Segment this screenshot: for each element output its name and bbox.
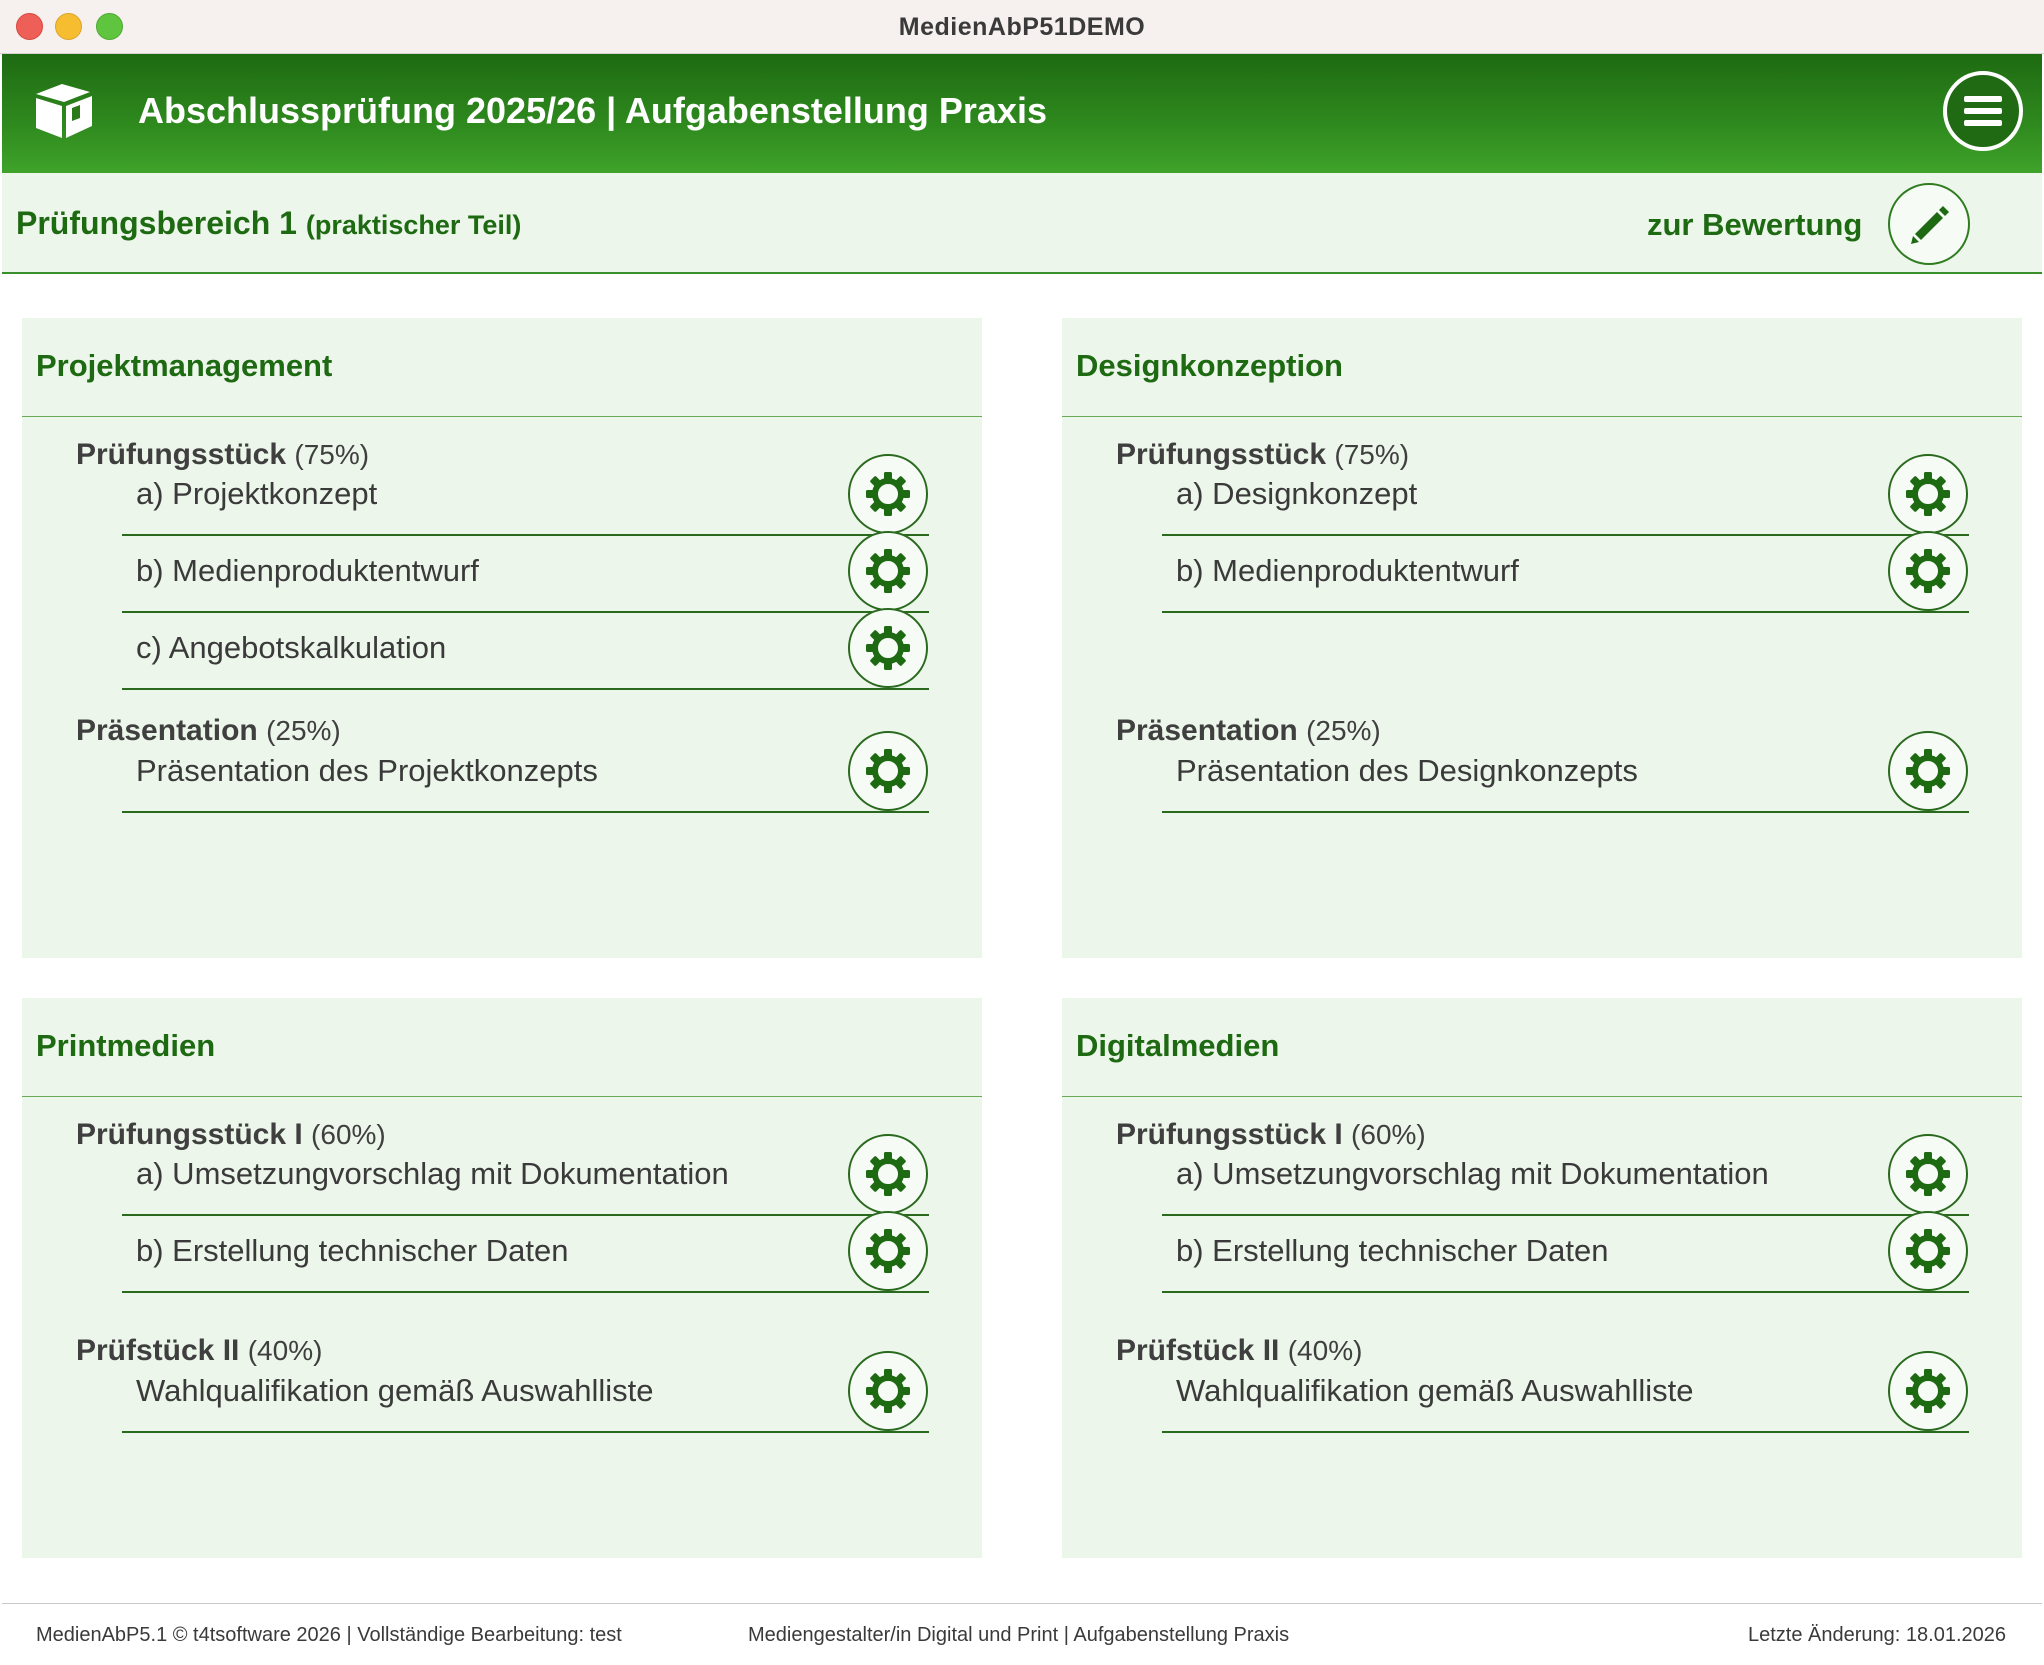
panel-printmedien (22, 998, 982, 1558)
task-settings-button[interactable] (1888, 1134, 1968, 1214)
hamburger-menu-icon (1964, 94, 2002, 128)
task-settings-button[interactable] (848, 731, 928, 811)
group-label-text: Prüfstück II (76, 1334, 240, 1367)
gear-icon (865, 1151, 911, 1197)
panel-projektmanagement (22, 318, 982, 958)
task-label: Präsentation des Projektkonzepts (136, 753, 598, 788)
gear-icon (1905, 471, 1951, 517)
task-row (122, 531, 929, 613)
panel-digitalmedien (1062, 998, 2022, 1558)
group-label-text: Prüfungsstück (76, 438, 287, 471)
task-row (122, 731, 929, 813)
gear-icon (1905, 1368, 1951, 1414)
task-label: b) Medienproduktentwurf (1176, 553, 1519, 588)
section-bar (2, 173, 2042, 274)
panel-designkonzeption (1062, 318, 2022, 958)
section-subtitle: (praktischer Teil) (305, 210, 522, 240)
task-row (122, 454, 929, 536)
panel-header (1062, 318, 2022, 417)
group-label-text: Prüfungsstück (1116, 438, 1327, 471)
window-title: MedienAbP51DEMO (898, 13, 1146, 41)
gear-icon (1905, 548, 1951, 594)
group-percentage: (75%) (1334, 439, 1410, 470)
group-percentage: (25%) (266, 715, 341, 746)
group-percentage: (25%) (1306, 715, 1381, 746)
group-percentage: (60%) (311, 1119, 386, 1150)
group-label-text: Prüfstück II (1116, 1334, 1280, 1367)
task-settings-button[interactable] (848, 1211, 928, 1291)
gear-icon (865, 625, 911, 671)
pencil-icon (1909, 204, 1951, 246)
task-label: Präsentation des Designkonzepts (1176, 753, 1638, 788)
window-titlebar (0, 0, 2044, 54)
footer-last-change: Letzte Änderung: 18.01.2026 (1748, 1624, 2006, 1646)
group-label-text: Präsentation (76, 714, 258, 747)
task-label: b) Erstellung technischer Daten (136, 1233, 569, 1268)
task-label: a) Projektkonzept (136, 476, 378, 511)
footer-context: Mediengestalter/in Digital und Print | Aufgabenstellung Praxis (748, 1624, 1290, 1646)
app-title: Abschlussprüfung 2025/26 | Aufgabenstellung Praxis (138, 90, 1047, 131)
gear-icon (865, 548, 911, 594)
task-row (1162, 731, 1969, 813)
task-row (1162, 454, 1969, 536)
app-header (2, 54, 2042, 173)
task-settings-button[interactable] (1888, 731, 1968, 811)
gear-icon (1905, 748, 1951, 794)
task-settings-button[interactable] (1888, 1351, 1968, 1431)
task-row (122, 1351, 929, 1433)
task-row (1162, 1211, 1969, 1293)
panel-title: Designkonzeption (1076, 348, 1343, 383)
task-label: b) Erstellung technischer Daten (1176, 1233, 1609, 1268)
group-label-text: Präsentation (1116, 714, 1298, 747)
group-percentage: (75%) (294, 439, 370, 470)
group-percentage: (40%) (1287, 1335, 1363, 1366)
panel-title: Projektmanagement (36, 348, 333, 383)
task-settings-button[interactable] (1888, 1211, 1968, 1291)
task-row (1162, 531, 1969, 613)
task-row (122, 608, 929, 690)
task-label: c) Angebotskalkulation (136, 630, 447, 665)
task-row (1162, 1134, 1969, 1216)
bewertung-button[interactable] (1888, 183, 1970, 265)
task-label: a) Designkonzept (1176, 476, 1418, 511)
task-settings-button[interactable] (848, 1351, 928, 1431)
gear-icon (865, 748, 911, 794)
group-percentage: (60%) (1351, 1119, 1426, 1150)
gear-icon (1905, 1151, 1951, 1197)
task-label: a) Umsetzungvorschlag mit Dokumentation (1176, 1156, 1769, 1191)
gear-icon (865, 471, 911, 517)
group-label-text: Prüfungsstück I (1116, 1118, 1343, 1151)
group-percentage: (40%) (247, 1335, 323, 1366)
footer-copyright: MedienAbP5.1 © t4tsoftware 2026 | Vollständige Bearbeitung: test (36, 1624, 622, 1646)
box-icon (32, 80, 96, 140)
panel-header (22, 318, 982, 417)
gear-icon (865, 1228, 911, 1274)
section-title-main: Prüfungsbereich 1 (16, 205, 297, 241)
panel-header (1062, 998, 2022, 1097)
bewertung-label[interactable]: zur Bewertung (1647, 207, 1863, 242)
panel-title: Digitalmedien (1076, 1028, 1280, 1063)
task-label: a) Umsetzungvorschlag mit Dokumentation (136, 1156, 729, 1191)
task-settings-button[interactable] (848, 454, 928, 534)
panel-title: Printmedien (36, 1028, 216, 1063)
menu-button[interactable] (1943, 71, 2023, 151)
gear-icon (865, 1368, 911, 1414)
task-row (1162, 1351, 1969, 1433)
task-label: Wahlqualifikation gemäß Auswahlliste (1176, 1373, 1694, 1408)
task-settings-button[interactable] (848, 531, 928, 611)
task-label: b) Medienproduktentwurf (136, 553, 479, 588)
panel-header (22, 998, 982, 1097)
task-settings-button[interactable] (848, 1134, 928, 1214)
task-settings-button[interactable] (1888, 454, 1968, 534)
section-title (16, 205, 521, 242)
task-label: Wahlqualifikation gemäß Auswahlliste (136, 1373, 654, 1408)
task-row (122, 1211, 929, 1293)
group-label-text: Prüfungsstück I (76, 1118, 303, 1151)
task-settings-button[interactable] (848, 608, 928, 688)
task-row (122, 1134, 929, 1216)
gear-icon (1905, 1228, 1951, 1274)
task-settings-button[interactable] (1888, 531, 1968, 611)
status-footer (2, 1603, 2042, 1665)
